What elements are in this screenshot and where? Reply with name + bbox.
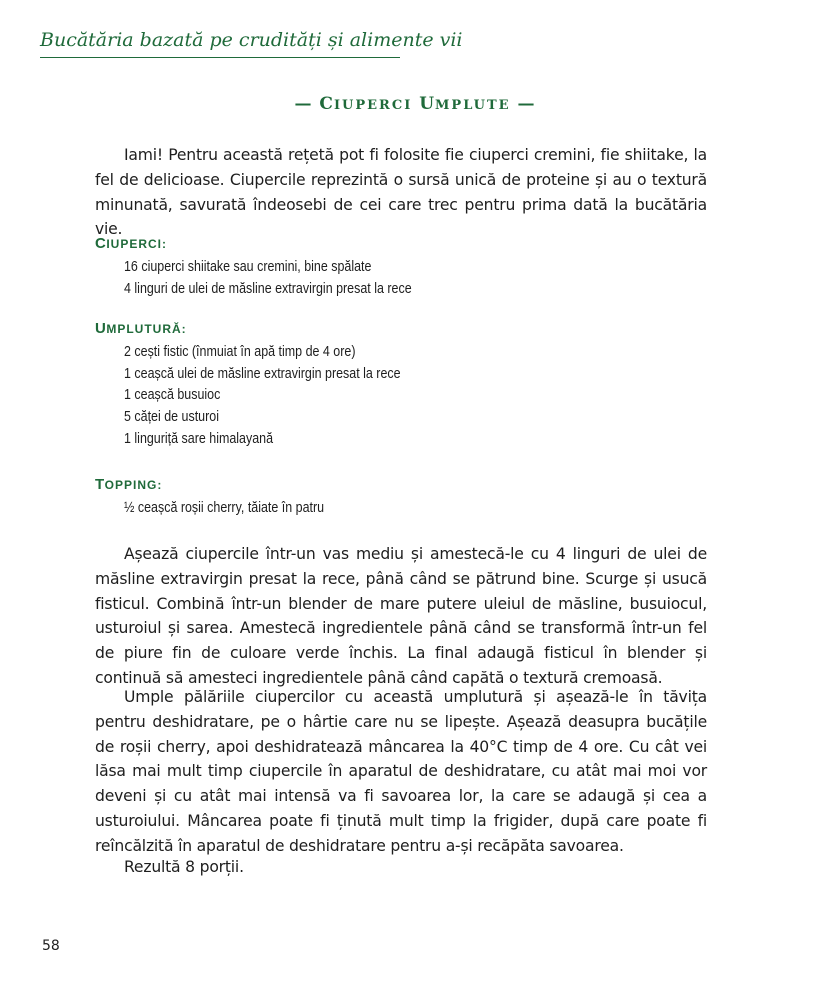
- title-dash-right: —: [510, 94, 536, 114]
- ingredient-item: 5 căței de usturoi: [124, 409, 219, 426]
- heading-initial: C: [95, 235, 107, 252]
- title-word1-rest: IUPERCI: [333, 98, 413, 113]
- heading-rest: MPLUTURĂ:: [106, 322, 187, 336]
- header-rule: [40, 57, 400, 58]
- ingredient-item: 1 linguriță sare himalayană: [124, 430, 274, 447]
- ingredient-item: ½ ceașcă roșii cherry, tăiate în patru: [124, 500, 325, 516]
- ingredient-list-topping: [124, 498, 357, 520]
- heading-initial: T: [95, 476, 105, 493]
- title-word2-rest: MPLUTE: [435, 98, 511, 113]
- title-dash-left: —: [294, 94, 320, 114]
- heading-rest: IUPERCI:: [106, 237, 168, 251]
- intro-paragraph: Iami! Pentru această rețetă pot fi folosite fie ciuperci cremini, fie shiitake, la fel de delicioase. Ciupercile reprezintă o sursă unică de proteine și au o textură minunată, savurată îndeosebi de cei care trec pentru prima dată la bucătăria vie.: [95, 146, 707, 239]
- title-word2-initial: U: [419, 94, 436, 114]
- section-heading-topping: [95, 476, 162, 493]
- ingredient-item: 2 cești fistic (înmuiat în apă timp de 4 ore): [124, 344, 356, 360]
- ingredient-item: 1 ceașcă busuioc: [124, 387, 221, 404]
- method-paragraph-2: Umple pălăriile ciupercilor cu această umplutură și așează-le în tăvița pentru deshidratare, pe o hârtie care nu se lipește. Așează deasupra bucățile de roșii cherry, apoi deshidratează mâncarea la 40°C timp de 4 ore. Cu cât vei lăsa mai mult timp ciupercile în aparatul de deshidratare, cu atât mai moi vor deveni și cu atât mai intensă va fi savoarea lor, la care se adaugă și cea a usturoiului. Mâncarea poate fi ținută mult timp la frigider, după care poate fi reîncălzită în aparatul de deshidratare pentru a-și recăpăta savoarea.: [95, 688, 707, 855]
- title-word1-initial: C: [319, 94, 334, 114]
- ingredient-item: 1 ceașcă ulei de măsline extravirgin presat la rece: [124, 365, 401, 382]
- running-head: Bucătăria bazată pe crudități și alimente vii: [40, 29, 463, 51]
- method-paragraph-1: Așează ciupercile într-un vas mediu și amestecă-le cu 4 linguri de ulei de măsline extravirgin presat la rece, până când se pătrund bine. Scurge și usucă fisticul. Combină într-un blender de mare putere uleiul de măsline, busuiocul, usturoiul și sarea. Amestecă ingredientele până când se transformă într-un fel de piure fin de culoare verde închis. La final adaugă fisticul în blender și continuă să amesteci ingredientele până când capătă o textură cremoasă.: [95, 545, 707, 687]
- ingredient-item: 16 ciuperci shiitake sau cremini, bine spălate: [124, 259, 372, 275]
- ingredient-item: 4 linguri de ulei de măsline extravirgin presat la rece: [124, 280, 412, 297]
- ingredient-list-ciuperci: [124, 257, 458, 300]
- servings-paragraph: Rezultă 8 porții.: [124, 858, 244, 876]
- ingredient-list-umplutura: [124, 342, 446, 451]
- page-number: 58: [42, 938, 60, 954]
- heading-initial: U: [95, 320, 107, 337]
- section-heading-ciuperci: [95, 235, 167, 252]
- heading-rest: OPPING:: [104, 478, 163, 492]
- recipe-title: [0, 94, 830, 114]
- section-heading-umplutura: [95, 320, 187, 337]
